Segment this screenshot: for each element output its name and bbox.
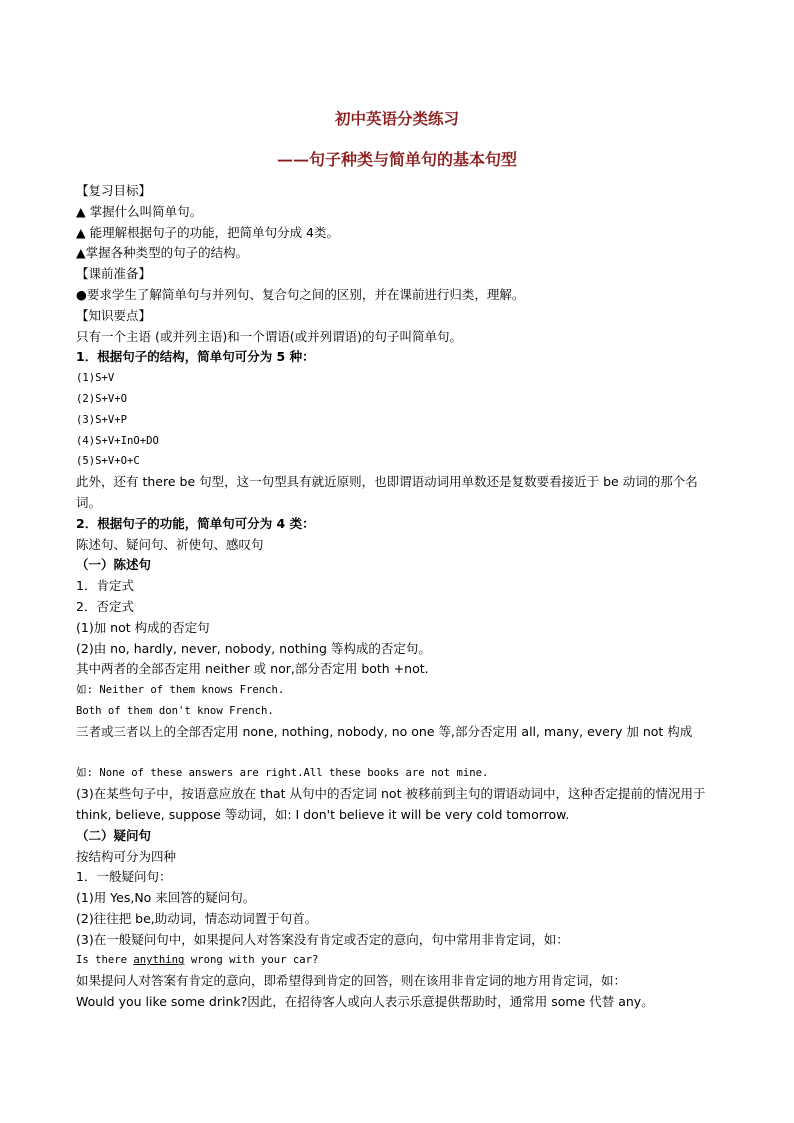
pattern-item: (4)S+V+InO+DO: [76, 434, 159, 447]
goal-item: ▲掌握各种类型的句子的结构。: [76, 245, 249, 261]
pattern-item: (3)S+V+P: [76, 413, 128, 426]
rule-text: 如果提问人对答案有肯定的意向，即希望得到肯定的回答，则在该用非肯定词的地方用肯定词，如：: [76, 973, 627, 989]
goal-item: ▲ 能理解根据句子的功能，把简单句分成 4类。: [76, 224, 340, 240]
structure-heading: 1．根据句子的结构，简单句可分为 5 种：: [76, 349, 315, 365]
list-item: (2)往往把 be,助动词，情态动词置于句首。: [76, 910, 318, 926]
rule-text: Would you like some drink?因此，在招待客人或向人表示乐意提供帮助时，通常用 some 代替 any。: [76, 994, 654, 1010]
section-heading-key-points: 【知识要点】: [76, 307, 152, 323]
list-item: 2．否定式: [76, 598, 134, 614]
example-part: wrong with your car?: [184, 954, 319, 967]
list-item: (1)用 Yes,No 来回答的疑问句。: [76, 890, 256, 906]
document-body: [76, 181, 720, 1013]
example-sentence: 如: None of these answers are right.All these books are not mine.: [76, 767, 489, 780]
example-sentence: [76, 950, 720, 971]
there-be-note: 此外，还有 there be 句型，这一句型具有就近原则，也即谓语动词用单数还是复数要看接近于 be 动词的那个名词。: [76, 474, 698, 510]
pattern-item: (5)S+V+O+C: [76, 455, 140, 468]
example-sentence: 如: Neither of them knows French.: [76, 684, 285, 697]
rule-text: 按结构可分为四种: [76, 848, 177, 864]
example-part: Is there: [76, 954, 134, 967]
list-item: (3)在一般疑问句中，如果提问人对答案没有肯定或否定的意向，句中常用非肯定词，如：: [76, 931, 569, 947]
example-sentence: Both of them don't know French.: [76, 704, 274, 717]
rule-text: 其中两者的全部否定用 neither 或 nor,部分否定用 both +not.: [76, 661, 429, 677]
rule-text: 三者或三者以上的全部否定用 none, nothing, nobody, no one 等,部分否定用 all, many, every 加 not 构成: [76, 723, 693, 739]
document-title: 初中英语分类练习: [334, 109, 459, 128]
underlined-word: anything: [133, 954, 185, 967]
pattern-item: (1)S+V: [76, 372, 115, 385]
section-heading-preparation: 【课前准备】: [76, 266, 152, 282]
subsection-heading-declarative: （一）陈述句: [76, 557, 152, 573]
subsection-heading-interrogative: （二）疑问句: [76, 827, 152, 843]
section-heading-review-goals: 【复习目标】: [76, 183, 152, 198]
pattern-item: (2)S+V+O: [76, 392, 128, 405]
document-subtitle: ——句子种类与简单句的基本句型: [276, 150, 517, 169]
preparation-item: ●要求学生了解简单句与并列句、复合句之间的区别，并在课前进行归类，理解。: [76, 286, 525, 302]
function-list: 陈述句、疑问句、祈使句、感叹句: [76, 536, 264, 552]
rule-text: (3)在某些句子中，按语意应放在 that 从句中的否定词 not 被移前到主句的谓语动词中，这种否定提前的情况用于 think, believe, suppose 等动词，如: I don't believe it will be very cold tomorrow.: [76, 786, 706, 822]
list-item: 1．一般疑问句：: [76, 869, 172, 885]
goal-item: ▲ 掌握什么叫简单句。: [76, 203, 203, 219]
list-item: 1．肯定式: [76, 578, 134, 594]
list-item: (2)由 no, hardly, never, nobody, nothing 等构成的否定句。: [76, 640, 431, 656]
list-item: (1)加 not 构成的否定句: [76, 619, 210, 635]
function-heading: 2．根据句子的功能，简单句可分为 4 类：: [76, 515, 315, 531]
definition-text: 只有一个主语 (或并列主语)和一个谓语(或并列谓语)的句子叫简单句。: [76, 328, 462, 344]
